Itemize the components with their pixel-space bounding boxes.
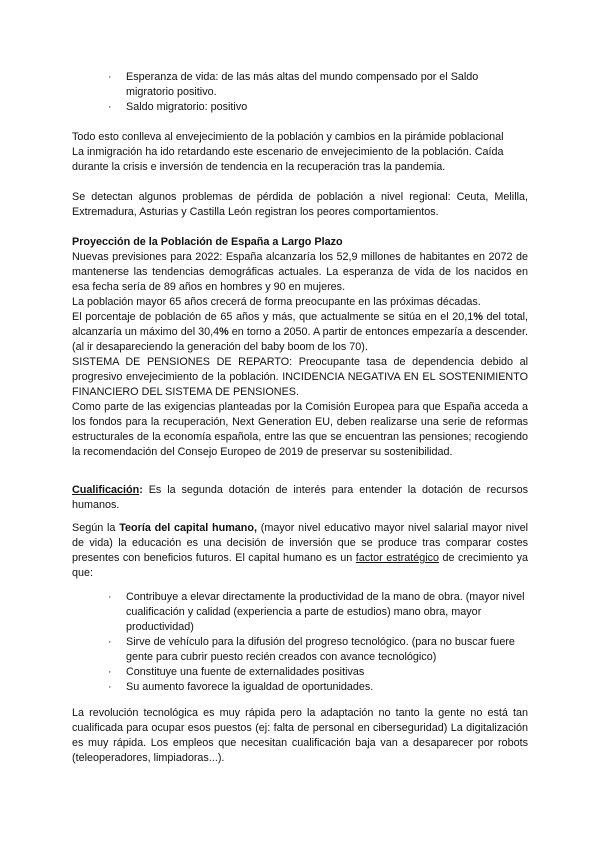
aging-paragraph: Todo esto conlleva al envejecimiento de la población y cambios en la pirámide poblacional La inmigración ha ido retardando este escenario de envejecimiento de la población. Caída durante la crisis e inversión de tendencia en la recuperación tras la pandemia. (72, 131, 504, 173)
demography-bullet-list (72, 70, 528, 115)
list-item: · Contribuye a elevar directamente la productividad de la mano de obra. (mayor nivel cualificación y calidad (experiencia a parte de estudios) mano obra, mayor productividad) (108, 591, 525, 633)
tech-revolution-paragraph: La revolución tecnológica es muy rápida pero la adaptación no tanto la gente no está tan cualificada para ocupar esos puestos (ej: falta de personal en ciberseguridad) La digitalización es muy rápida. Los empleos que necesitan cualificación baja van a desaparecer por robots (teleoperadores, limpiadoras...). (72, 707, 528, 764)
list-item: · Constituye una fuente de externalidades positivas (108, 666, 365, 678)
regional-loss-paragraph: Se detectan algunos problemas de pérdida de población a nivel regional: Ceuta, Melilla, Extremadura, Asturias y Castilla León registran los peores comportamientos. (72, 191, 528, 218)
pensions-paragraph: SISTEMA DE PENSIONES DE REPARTO: Preocupante tasa de dependencia debido al progresivo envejecimiento de la población. INCIDENCIA NEGATIVA EN EL SOSTENIMIENTO FINANCIERO DEL SISTEMA DE PENSIONES. (72, 356, 528, 398)
forecast-paragraph: Nuevas previsiones para 2022: España alcanzaría los 52,9 millones de habitantes en 2072 de mantenerse las tendencias demográficas actuales. La esperanza de vida de los nacidos en esa fecha sería de 89 años en hombres y 90 en mujeres. (72, 251, 528, 293)
list-item: · Sirve de vehículo para la difusión del progreso tecnológico. (para no buscar fuere gente para cubrir puesto recién creados con avance tecnológico) (108, 636, 515, 663)
eu-challenges-paragraph: Como parte de las exigencias planteadas por la Comisión Europea para que España acceda a los fondos para la recuperación, Next Generation EU, deben realizarse una serie de reformas estructurales de la economía española, entre las que se encuentran las pensiones; recogiendo la recomendación del Consejo Europeo de 2019 de preservar su sostenibilidad. (72, 401, 528, 458)
section-heading: Proyección de la Población de España a Largo Plazo (72, 236, 343, 248)
list-item: · Su aumento favorece la igualdad de oportunidades. (108, 681, 374, 693)
percentage-paragraph: El porcentaje de población de 65 años y más, que actualmente se sitúa en el 20,1% del total, alcanzaría un máximo del 30,4% en torno a 2050. A partir de entonces empezaría a descender. (al ir desapareciendo la generación del baby boom de los 70). (72, 311, 528, 353)
bullet-dot: · (108, 636, 112, 648)
human-capital-paragraph: Según la Teoría del capital humano, (mayor nivel educativo mayor nivel salarial mayor nivel de vida) la educación es una decisión de inversión que se produce tras comparar costes presentes con beneficios futuros. El capital humano es un factor estratégico de crecimiento ya que: (72, 522, 528, 579)
list-item: · Saldo migratorio: positivo (108, 101, 248, 113)
qualification-paragraph: Cualificación: Es la segunda dotación de interés para entender la dotación de recursos humanos. (72, 484, 528, 511)
bullet-dot: · (108, 591, 112, 603)
bullet-dot: · (108, 71, 112, 83)
bullet-dot: · (108, 681, 112, 693)
over65-paragraph: La población mayor 65 años crecerá de forma preocupante en las próximas décadas. (72, 296, 481, 308)
human-capital-bullet-list (72, 590, 528, 695)
bullet-dot: · (108, 101, 112, 113)
bullet-dot: · (108, 666, 112, 678)
list-item: · Esperanza de vida: de las más altas del mundo compensado por el Saldo migratorio positivo. (108, 71, 479, 98)
projection-section (72, 250, 528, 460)
